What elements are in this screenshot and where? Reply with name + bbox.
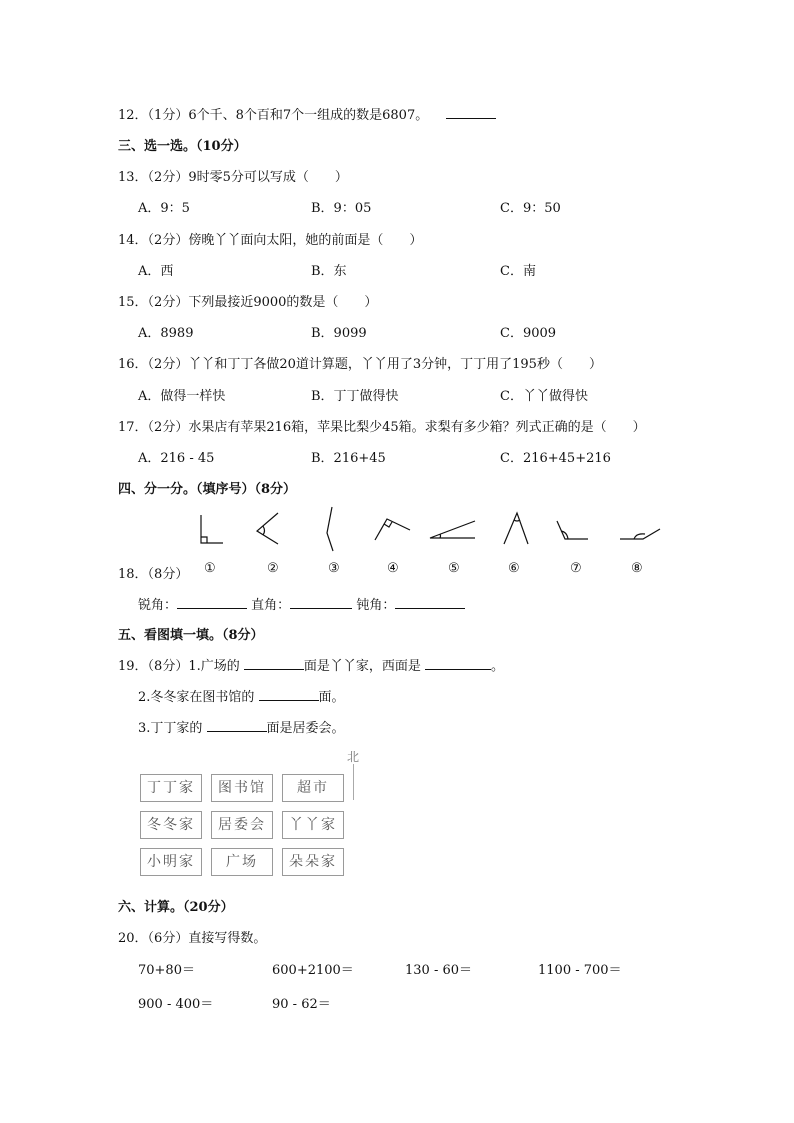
- map-cell-library: 图书馆: [211, 774, 273, 802]
- q19-l2b: 面。: [318, 690, 345, 705]
- map-cell-duoduo: 朵朵家: [282, 848, 344, 876]
- north-label: 北: [347, 750, 360, 764]
- q15-option-a[interactable]: A．8989: [138, 326, 194, 341]
- q19-l1b: 面是丫丫家，西面是: [303, 659, 421, 674]
- calc-item-5: 900 - 400＝: [138, 997, 214, 1012]
- angle-number-6: ⑥: [508, 561, 520, 576]
- map-cell-dingding: 丁丁家: [140, 774, 202, 802]
- q14-option-b[interactable]: B．东: [311, 264, 347, 279]
- angle-7-obtuse: [557, 521, 588, 539]
- angle-4-right: [375, 519, 410, 540]
- angle-number-2: ②: [267, 561, 279, 576]
- north-arrow-line: [353, 764, 354, 800]
- calc-item-3: 130 - 60＝: [405, 963, 473, 978]
- q13-option-a[interactable]: A．9：5: [138, 201, 190, 216]
- right-blank[interactable]: [290, 596, 352, 609]
- obtuse-blank[interactable]: [395, 596, 465, 609]
- q16-option-c[interactable]: C．丫丫做得快: [500, 389, 588, 404]
- calc-item-4: 1100 - 700＝: [538, 963, 622, 978]
- q14-option-c[interactable]: C．南: [500, 264, 536, 279]
- right-label: 直角：: [251, 598, 291, 613]
- q14-stem: 14．（2分）傍晚丫丫面向太阳，她的前面是（ ）: [118, 233, 423, 248]
- obtuse-label: 钝角：: [356, 598, 396, 613]
- acute-blank[interactable]: [177, 596, 247, 609]
- angle-number-1: ①: [204, 561, 216, 576]
- q18-answer-line: [138, 594, 465, 613]
- angle-number-8: ⑧: [631, 561, 643, 576]
- angle-5-acute: [430, 521, 475, 538]
- q19-l3a: 3.丁丁家的: [138, 721, 203, 736]
- q14-option-a[interactable]: A．西: [138, 264, 174, 279]
- angle-2-acute: [257, 513, 278, 544]
- angle-8-obtuse: [620, 529, 660, 539]
- map-cell-supermarket: 超市: [282, 774, 344, 802]
- map-cell-xiaoming: 小明家: [140, 848, 202, 876]
- q12-answer-blank[interactable]: [446, 106, 496, 119]
- angle-1-right: [201, 515, 223, 543]
- map-cell-square: 广场: [211, 848, 273, 876]
- q15-stem: 15．（2分）下列最接近9000的数是（ ）: [118, 295, 378, 310]
- q19-line-2: [138, 686, 345, 705]
- q19-line-1: [118, 655, 504, 674]
- acute-label: 锐角：: [138, 598, 178, 613]
- q13-stem: 13．（2分）9时零5分可以写成（ ）: [118, 170, 348, 185]
- angle-6-acute: [504, 513, 528, 544]
- calc-item-1: 70+80＝: [138, 963, 195, 978]
- angle-number-3: ③: [328, 561, 340, 576]
- q19-blank-2[interactable]: [425, 657, 491, 670]
- calc-item-6: 90 - 62＝: [272, 997, 331, 1012]
- q12-line: [118, 104, 496, 123]
- map-cell-dongdong: 冬冬家: [140, 811, 202, 839]
- q20-stem: 20．（6分）直接写得数。: [118, 931, 267, 946]
- calc-item-2: 600+2100＝: [272, 963, 354, 978]
- q16-stem: 16．（2分）丫丫和丁丁各做20道计算题，丫丫用了3分钟，丁丁用了195秒（ ）: [118, 357, 602, 372]
- q18-prefix: 18．（8分）: [118, 567, 189, 582]
- angle-3-obtuse: [327, 507, 333, 551]
- q15-option-c[interactable]: C．9009: [500, 326, 557, 341]
- q17-option-a[interactable]: A．216 - 45: [138, 451, 215, 466]
- angle-number-4: ④: [387, 561, 399, 576]
- q19-blank-4[interactable]: [207, 719, 267, 732]
- q19-blank-3[interactable]: [259, 688, 319, 701]
- section-4-title: 四、分一分。（填序号）（8分）: [118, 482, 297, 497]
- q12-text: 12．（1分）6个千、8个百和7个一组成的数是6807。: [118, 108, 429, 123]
- section-3-title: 三、选一选。（10分）: [118, 139, 247, 154]
- q16-option-a[interactable]: A．做得一样快: [138, 389, 226, 404]
- q19-l3b: 面是居委会。: [266, 721, 345, 736]
- section-5-title: 五、看图填一填。（8分）: [118, 628, 264, 643]
- map-cell-yaya: 丫丫家: [282, 811, 344, 839]
- q13-option-b[interactable]: B．9：05: [311, 201, 372, 216]
- q19-l1a: 19．（8分）1.广场的: [118, 659, 240, 674]
- q17-option-c[interactable]: C．216+45+216: [500, 451, 611, 466]
- q19-blank-1[interactable]: [244, 657, 304, 670]
- section-6-title: 六、计算。（20分）: [118, 900, 234, 915]
- q19-l2a: 2.冬冬家在图书馆的: [138, 690, 255, 705]
- q16-option-b[interactable]: B．丁丁做得快: [311, 389, 399, 404]
- angle-number-5: ⑤: [448, 561, 460, 576]
- map-cell-committee: 居委会: [211, 811, 273, 839]
- q19-line-3: [138, 717, 345, 736]
- q19-l1c: 。: [491, 659, 505, 674]
- angle-number-7: ⑦: [570, 561, 582, 576]
- q13-option-c[interactable]: C．9：50: [500, 201, 561, 216]
- q15-option-b[interactable]: B．9099: [311, 326, 367, 341]
- q17-option-b[interactable]: B．216+45: [311, 451, 386, 466]
- q17-stem: 17．（2分）水果店有苹果216箱，苹果比梨少45箱。求梨有多少箱？列式正确的是（ ）: [118, 420, 646, 435]
